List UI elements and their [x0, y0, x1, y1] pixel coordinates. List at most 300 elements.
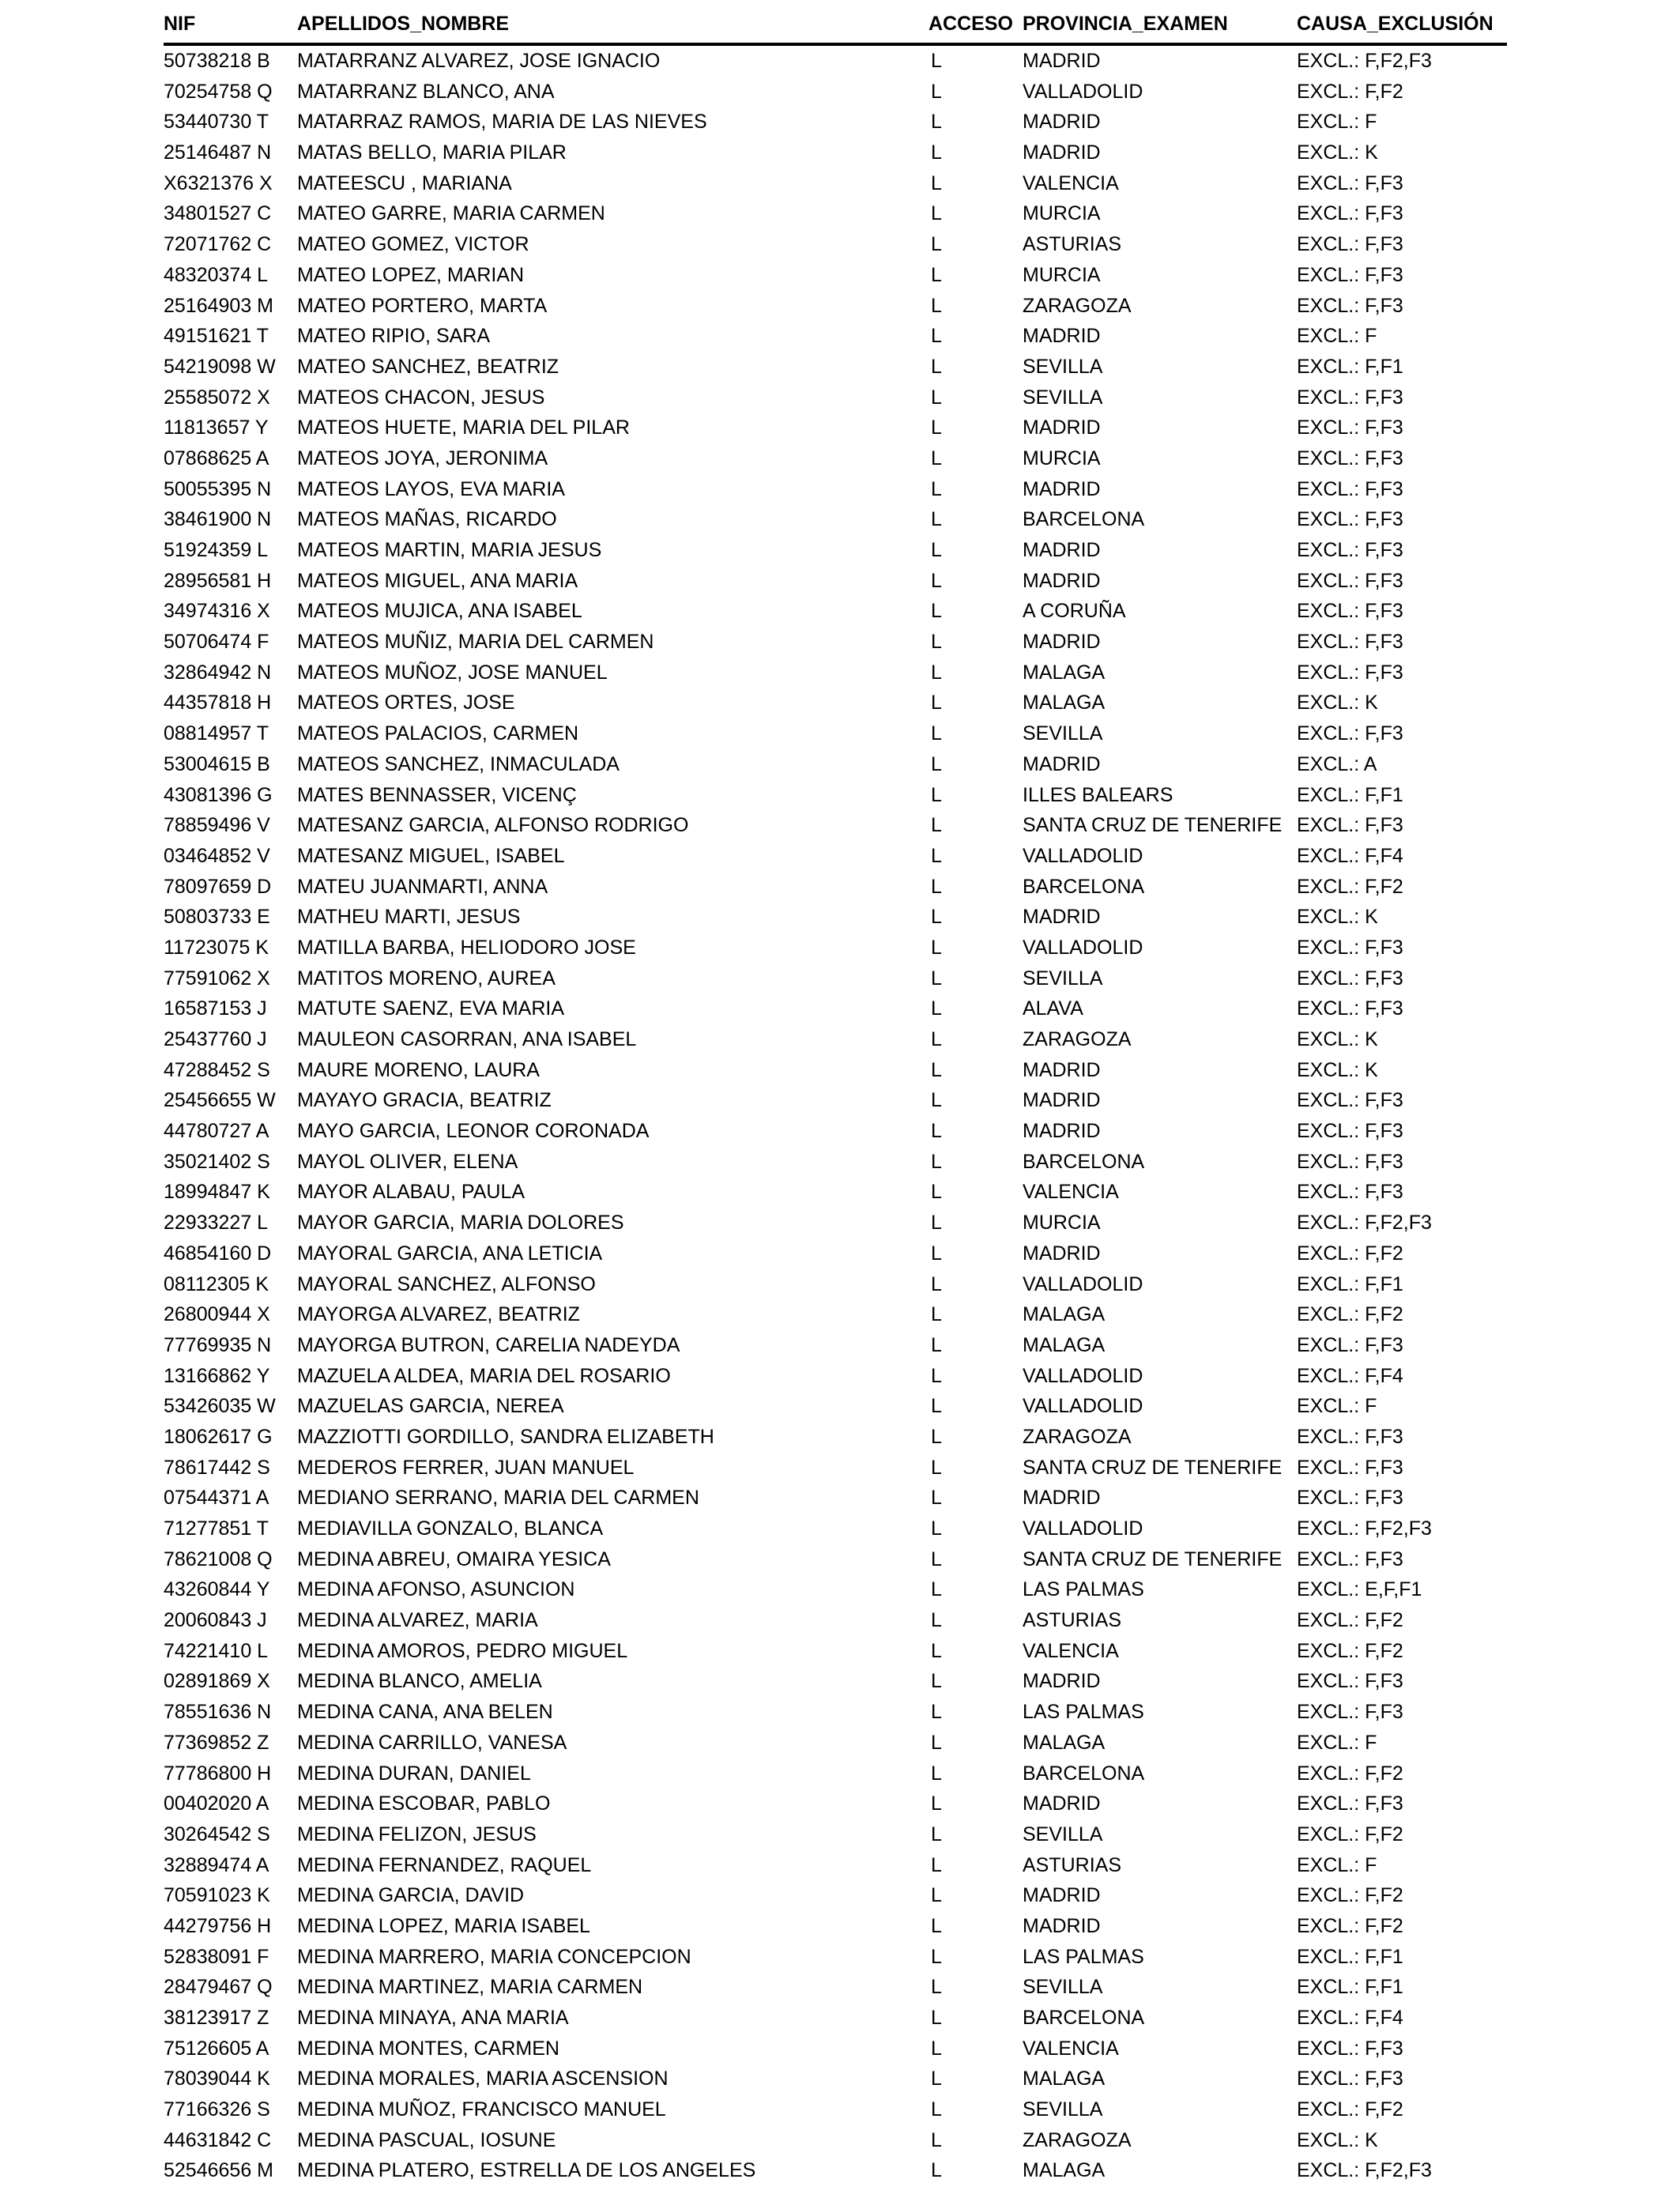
province-cell: MADRID — [1023, 111, 1101, 134]
cause-cell: EXCL.: F — [1297, 1853, 1377, 1876]
cause-cell: EXCL.: E,F,F1 — [1297, 1578, 1422, 1601]
cause-cell: EXCL.: F,F3 — [1297, 1333, 1403, 1356]
table-row — [164, 198, 1507, 229]
name-cell: MATESANZ MIGUEL, ISABEL — [297, 844, 565, 867]
province-cell: ASTURIAS — [1023, 233, 1122, 256]
name-cell: MATEOS HUETE, MARIA DEL PILAR — [297, 417, 630, 439]
name-cell: MEDINA GARCIA, DAVID — [297, 1884, 525, 1907]
table-row — [164, 413, 1507, 443]
name-cell: MATITOS MORENO, AUREA — [297, 967, 556, 990]
province-cell: VALENCIA — [1023, 1639, 1119, 1662]
name-cell: MEDINA MONTES, CARMEN — [297, 2037, 559, 2060]
province-cell: BARCELONA — [1023, 1762, 1145, 1785]
province-cell: SANTA CRUZ DE TENERIFE — [1023, 1547, 1283, 1570]
province-cell: SEVILLA — [1023, 386, 1103, 409]
name-cell: MAYAYO GRACIA, BEATRIZ — [297, 1089, 552, 1112]
name-cell: MATEO GOMEZ, VICTOR — [297, 233, 529, 256]
province-cell: SEVILLA — [1023, 1976, 1103, 1999]
name-cell: MATHEU MARTI, JESUS — [297, 906, 521, 929]
name-cell: MATARRANZ ALVAREZ, JOSE IGNACIO — [297, 50, 661, 72]
name-cell: MEDINA PLATERO, ESTRELLA DE LOS ANGELES — [297, 2159, 756, 2182]
access-cell: L — [931, 1976, 942, 1999]
name-cell: MAYO GARCIA, LEONOR CORONADA — [297, 1120, 650, 1143]
access-cell: L — [931, 906, 942, 929]
table-row — [164, 1147, 1507, 1178]
nif-cell: 28956581 H — [164, 569, 272, 592]
province-cell: MADRID — [1023, 569, 1101, 592]
nif-cell: 18994847 K — [164, 1181, 270, 1204]
cause-cell: EXCL.: F,F3 — [1297, 600, 1403, 623]
access-cell: L — [931, 1181, 942, 1204]
province-cell: ZARAGOZA — [1023, 294, 1132, 317]
cause-cell: EXCL.: F,F2,F3 — [1297, 1212, 1432, 1235]
cause-cell: EXCL.: F,F1 — [1297, 783, 1403, 806]
cause-cell: EXCL.: F,F4 — [1297, 1364, 1403, 1387]
cause-cell: EXCL.: F,F2 — [1297, 1609, 1403, 1632]
cause-cell: EXCL.: F — [1297, 1731, 1377, 1754]
province-cell: VALLADOLID — [1023, 1517, 1143, 1540]
name-cell: MATEOS LAYOS, EVA MARIA — [297, 477, 565, 500]
table-row — [164, 1759, 1507, 1789]
access-cell: L — [931, 752, 942, 775]
access-cell: L — [931, 80, 942, 103]
table-row — [164, 383, 1507, 413]
access-cell: L — [931, 1731, 942, 1754]
table-row — [164, 1422, 1507, 1453]
name-cell: MATEO LOPEZ, MARIAN — [297, 263, 525, 286]
province-cell: BARCELONA — [1023, 1150, 1145, 1173]
access-cell: L — [931, 1212, 942, 1235]
province-cell: MADRID — [1023, 417, 1101, 439]
name-cell: MAYOL OLIVER, ELENA — [297, 1150, 518, 1173]
name-cell: MAULEON CASORRAN, ANA ISABEL — [297, 1028, 637, 1050]
access-cell: L — [931, 1364, 942, 1387]
access-cell: L — [931, 1547, 942, 1570]
access-cell: L — [931, 2068, 942, 2090]
header-access: ACCESO — [929, 13, 1013, 35]
cause-cell: EXCL.: F,F3 — [1297, 263, 1403, 286]
table-row — [164, 1299, 1507, 1330]
name-cell: MAYORAL GARCIA, ANA LETICIA — [297, 1242, 603, 1265]
nif-cell: 28479467 Q — [164, 1976, 273, 1999]
access-cell: L — [931, 202, 942, 225]
table-row — [164, 1880, 1507, 1911]
nif-cell: 13166862 Y — [164, 1364, 270, 1387]
name-cell: MEDINA AMOROS, PEDRO MIGUEL — [297, 1639, 628, 1662]
cause-cell: EXCL.: F,F2,F3 — [1297, 50, 1432, 72]
table-row — [164, 1942, 1507, 1973]
province-cell: VALENCIA — [1023, 1181, 1119, 1204]
table-row — [164, 2003, 1507, 2034]
nif-cell: 70591023 K — [164, 1884, 270, 1907]
province-cell: MALAGA — [1023, 1303, 1106, 1326]
province-cell: MALAGA — [1023, 692, 1106, 714]
province-cell: MADRID — [1023, 1884, 1101, 1907]
cause-cell: EXCL.: F,F3 — [1297, 1425, 1403, 1448]
nif-cell: 11723075 K — [164, 936, 269, 959]
table-row — [164, 749, 1507, 780]
access-cell: L — [931, 2007, 942, 2029]
province-cell: SEVILLA — [1023, 1823, 1103, 1845]
nif-cell: 77369852 Z — [164, 1731, 269, 1754]
access-cell: L — [931, 172, 942, 194]
province-cell: MADRID — [1023, 1242, 1101, 1265]
cause-cell: EXCL.: F,F3 — [1297, 233, 1403, 256]
nif-cell: 11813657 Y — [164, 417, 269, 439]
cause-cell: EXCL.: K — [1297, 141, 1378, 164]
cause-cell: EXCL.: F,F2 — [1297, 1303, 1403, 1326]
province-cell: MURCIA — [1023, 202, 1101, 225]
access-cell: L — [931, 1945, 942, 1968]
nif-cell: 75126605 A — [164, 2037, 269, 2060]
province-cell: ZARAGOZA — [1023, 1425, 1132, 1448]
table-row — [164, 1574, 1507, 1605]
province-cell: VALENCIA — [1023, 172, 1119, 194]
table-row — [164, 2125, 1507, 2156]
province-cell: MURCIA — [1023, 263, 1101, 286]
table-row — [164, 596, 1507, 627]
cause-cell: EXCL.: F,F3 — [1297, 1150, 1403, 1173]
nif-cell: 25456655 W — [164, 1089, 276, 1112]
nif-cell: 52546656 M — [164, 2159, 274, 2182]
nif-cell: 43260844 Y — [164, 1578, 270, 1601]
cause-cell: EXCL.: F,F2,F3 — [1297, 2159, 1432, 2182]
nif-cell: 08814957 T — [164, 722, 269, 745]
cause-cell: EXCL.: F,F3 — [1297, 967, 1403, 990]
table-row — [164, 1514, 1507, 1544]
table-row — [164, 627, 1507, 658]
access-cell: L — [931, 233, 942, 256]
cause-cell: EXCL.: K — [1297, 906, 1378, 929]
access-cell: L — [931, 1120, 942, 1143]
nif-cell: 72071762 C — [164, 233, 272, 256]
nif-cell: 44357818 H — [164, 692, 272, 714]
cause-cell: EXCL.: F,F3 — [1297, 661, 1403, 684]
province-cell: MURCIA — [1023, 1212, 1101, 1235]
access-cell: L — [931, 631, 942, 654]
nif-cell: 53440730 T — [164, 111, 269, 134]
cause-cell: EXCL.: F — [1297, 325, 1377, 348]
nif-cell: 43081396 G — [164, 783, 273, 806]
access-cell: L — [931, 2128, 942, 2151]
table-row — [164, 321, 1507, 352]
nif-cell: 51924359 L — [164, 539, 269, 561]
province-cell: ZARAGOZA — [1023, 1028, 1132, 1050]
access-cell: L — [931, 814, 942, 837]
name-cell: MEDINA LOPEZ, MARIA ISABEL — [297, 1914, 590, 1937]
table-body — [164, 46, 1507, 2186]
cause-cell: EXCL.: F — [1297, 1395, 1377, 1418]
access-cell: L — [931, 1150, 942, 1173]
access-cell: L — [931, 1303, 942, 1326]
access-cell: L — [931, 997, 942, 1020]
access-cell: L — [931, 355, 942, 378]
table-row — [164, 1911, 1507, 1942]
nif-cell: X6321376 X — [164, 172, 273, 194]
table-row — [164, 841, 1507, 872]
province-cell: A CORUÑA — [1023, 600, 1126, 623]
cause-cell: EXCL.: F,F2 — [1297, 80, 1403, 103]
province-cell: VALLADOLID — [1023, 936, 1143, 959]
table-row — [164, 1055, 1507, 1086]
nif-cell: 52838091 F — [164, 1945, 269, 1968]
table-row — [164, 1728, 1507, 1759]
table-row — [164, 443, 1507, 474]
province-cell: MADRID — [1023, 1914, 1101, 1937]
table-row — [164, 535, 1507, 566]
name-cell: MEDINA ABREU, OMAIRA YESICA — [297, 1547, 611, 1570]
cause-cell: EXCL.: F,F2 — [1297, 1639, 1403, 1662]
nif-cell: 38123917 Z — [164, 2007, 269, 2029]
nif-cell: 78551636 N — [164, 1701, 272, 1724]
table-row — [164, 107, 1507, 138]
access-cell: L — [931, 569, 942, 592]
cause-cell: EXCL.: K — [1297, 1028, 1378, 1050]
table-row — [164, 1361, 1507, 1392]
name-cell: MEDINA CANA, ANA BELEN — [297, 1701, 553, 1724]
access-cell: L — [931, 386, 942, 409]
table-row — [164, 1024, 1507, 1055]
access-cell: L — [931, 447, 942, 469]
access-cell: L — [931, 1578, 942, 1601]
name-cell: MEDEROS FERRER, JUAN MANUEL — [297, 1456, 635, 1479]
table-row — [164, 902, 1507, 933]
name-cell: MATILLA BARBA, HELIODORO JOSE — [297, 936, 636, 959]
table-row — [164, 1085, 1507, 1116]
cause-cell: EXCL.: F,F1 — [1297, 1976, 1403, 1999]
name-cell: MEDIAVILLA GONZALO, BLANCA — [297, 1517, 604, 1540]
cause-cell: EXCL.: F,F2 — [1297, 1242, 1403, 1265]
access-cell: L — [931, 417, 942, 439]
access-cell: L — [931, 50, 942, 72]
header-nif: NIF — [164, 13, 196, 35]
access-cell: L — [931, 1333, 942, 1356]
name-cell: MATEOS ORTES, JOSE — [297, 692, 515, 714]
access-cell: L — [931, 539, 942, 561]
access-cell: L — [931, 1823, 942, 1845]
cause-cell: EXCL.: F,F3 — [1297, 569, 1403, 592]
nif-cell: 25437760 J — [164, 1028, 267, 1050]
table-row — [164, 1391, 1507, 1422]
nif-cell: 50803733 E — [164, 906, 270, 929]
nif-cell: 08112305 K — [164, 1272, 269, 1295]
nif-cell: 16587153 J — [164, 997, 267, 1020]
name-cell: MATES BENNASSER, VICENÇ — [297, 783, 577, 806]
access-cell: L — [931, 1609, 942, 1632]
name-cell: MAYOR ALABAU, PAULA — [297, 1181, 525, 1204]
province-cell: MADRID — [1023, 1793, 1101, 1815]
access-cell: L — [931, 1670, 942, 1693]
table-row — [164, 1453, 1507, 1483]
province-cell: MADRID — [1023, 1120, 1101, 1143]
province-cell: ASTURIAS — [1023, 1853, 1122, 1876]
table-row — [164, 1697, 1507, 1728]
cause-cell: EXCL.: F,F2 — [1297, 1914, 1403, 1937]
name-cell: MEDINA DURAN, DANIEL — [297, 1762, 531, 1785]
nif-cell: 07544371 A — [164, 1487, 269, 1510]
province-cell: BARCELONA — [1023, 2007, 1145, 2029]
table-row — [164, 2094, 1507, 2125]
name-cell: MEDINA ALVAREZ, MARIA — [297, 1609, 538, 1632]
name-cell: MATEOS MUJICA, ANA ISABEL — [297, 600, 582, 623]
table-row — [164, 1972, 1507, 2003]
access-cell: L — [931, 294, 942, 317]
cause-cell: EXCL.: F,F2 — [1297, 1762, 1403, 1785]
province-cell: MALAGA — [1023, 2068, 1106, 2090]
nif-cell: 54219098 W — [164, 355, 276, 378]
table-header — [164, 11, 1507, 46]
cause-cell: EXCL.: F,F2 — [1297, 1823, 1403, 1845]
nif-cell: 77786800 H — [164, 1762, 272, 1785]
nif-cell: 70254758 Q — [164, 80, 273, 103]
province-cell: SANTA CRUZ DE TENERIFE — [1023, 1456, 1283, 1479]
nif-cell: 35021402 S — [164, 1150, 270, 1173]
nif-cell: 25146487 N — [164, 141, 272, 164]
cause-cell: EXCL.: F,F3 — [1297, 1547, 1403, 1570]
nif-cell: 20060843 J — [164, 1609, 267, 1632]
province-cell: MALAGA — [1023, 1731, 1106, 1754]
province-cell: SEVILLA — [1023, 2098, 1103, 2121]
province-cell: MALAGA — [1023, 1333, 1106, 1356]
access-cell: L — [931, 1517, 942, 1540]
table-row — [164, 2064, 1507, 2094]
nif-cell: 38461900 N — [164, 508, 272, 531]
table-row — [164, 963, 1507, 994]
province-cell: VALENCIA — [1023, 2037, 1119, 2060]
access-cell: L — [931, 1028, 942, 1050]
nif-cell: 07868625 A — [164, 447, 269, 469]
name-cell: MATEOS MUÑOZ, JOSE MANUEL — [297, 661, 608, 684]
province-cell: ASTURIAS — [1023, 1609, 1122, 1632]
name-cell: MAURE MORENO, LAURA — [297, 1058, 540, 1081]
access-cell: L — [931, 600, 942, 623]
nif-cell: 44780727 A — [164, 1120, 269, 1143]
exclusion-list — [164, 11, 1507, 2186]
table-row — [164, 1177, 1507, 1208]
cause-cell: EXCL.: F,F3 — [1297, 1793, 1403, 1815]
name-cell: MATAS BELLO, MARIA PILAR — [297, 141, 567, 164]
name-cell: MAYORGA BUTRON, CARELIA NADEYDA — [297, 1333, 680, 1356]
table-row — [164, 872, 1507, 903]
header-province: PROVINCIA_EXAMEN — [1023, 13, 1228, 35]
name-cell: MATEESCU , MARIANA — [297, 172, 512, 194]
cause-cell: EXCL.: K — [1297, 1058, 1378, 1081]
cause-cell: EXCL.: F,F3 — [1297, 1456, 1403, 1479]
access-cell: L — [931, 783, 942, 806]
table-row — [164, 1636, 1507, 1667]
cause-cell: EXCL.: F,F3 — [1297, 508, 1403, 531]
cause-cell: EXCL.: F,F3 — [1297, 202, 1403, 225]
access-cell: L — [931, 2159, 942, 2182]
nif-cell: 53004615 B — [164, 752, 270, 775]
table-row — [164, 2034, 1507, 2064]
name-cell: MEDINA MARTINEZ, MARIA CARMEN — [297, 1976, 643, 1999]
nif-cell: 02891869 X — [164, 1670, 270, 1693]
access-cell: L — [931, 722, 942, 745]
access-cell: L — [931, 1884, 942, 1907]
nif-cell: 50706474 F — [164, 631, 269, 654]
name-cell: MAYOR GARCIA, MARIA DOLORES — [297, 1212, 624, 1235]
nif-cell: 32864942 N — [164, 661, 272, 684]
province-cell: BARCELONA — [1023, 875, 1145, 898]
access-cell: L — [931, 1639, 942, 1662]
access-cell: L — [931, 477, 942, 500]
access-cell: L — [931, 508, 942, 531]
table-row — [164, 77, 1507, 107]
nif-cell: 71277851 T — [164, 1517, 269, 1540]
nif-cell: 78859496 V — [164, 814, 270, 837]
province-cell: BARCELONA — [1023, 508, 1145, 531]
province-cell: MADRID — [1023, 906, 1101, 929]
cause-cell: EXCL.: F,F3 — [1297, 997, 1403, 1020]
cause-cell: EXCL.: F,F1 — [1297, 1272, 1403, 1295]
cause-cell: EXCL.: F,F3 — [1297, 631, 1403, 654]
access-cell: L — [931, 1058, 942, 1081]
nif-cell: 44279756 H — [164, 1914, 272, 1937]
name-cell: MEDINA FERNANDEZ, RAQUEL — [297, 1853, 592, 1876]
province-cell: MADRID — [1023, 1058, 1101, 1081]
name-cell: MATEOS SANCHEZ, INMACULADA — [297, 752, 620, 775]
access-cell: L — [931, 1853, 942, 1876]
name-cell: MATEU JUANMARTI, ANNA — [297, 875, 548, 898]
cause-cell: EXCL.: F,F3 — [1297, 172, 1403, 194]
name-cell: MAZUELA ALDEA, MARIA DEL ROSARIO — [297, 1364, 671, 1387]
name-cell: MATEOS MARTIN, MARIA JESUS — [297, 539, 602, 561]
nif-cell: 49151621 T — [164, 325, 269, 348]
province-cell: SEVILLA — [1023, 355, 1103, 378]
name-cell: MAZUELAS GARCIA, NEREA — [297, 1395, 564, 1418]
name-cell: MEDINA MARRERO, MARIA CONCEPCION — [297, 1945, 691, 1968]
province-cell: MADRID — [1023, 1089, 1101, 1112]
nif-cell: 18062617 G — [164, 1425, 273, 1448]
access-cell: L — [931, 325, 942, 348]
cause-cell: EXCL.: F,F2 — [1297, 2098, 1403, 2121]
province-cell: SANTA CRUZ DE TENERIFE — [1023, 814, 1283, 837]
province-cell: MADRID — [1023, 477, 1101, 500]
table-row — [164, 810, 1507, 841]
table-row — [164, 352, 1507, 383]
access-cell: L — [931, 2037, 942, 2060]
cause-cell: EXCL.: F,F3 — [1297, 2037, 1403, 2060]
cause-cell: EXCL.: F,F1 — [1297, 355, 1403, 378]
cause-cell: EXCL.: F,F2,F3 — [1297, 1517, 1432, 1540]
province-cell: SEVILLA — [1023, 967, 1103, 990]
access-cell: L — [931, 1487, 942, 1510]
cause-cell: EXCL.: K — [1297, 2128, 1378, 2151]
cause-cell: EXCL.: A — [1297, 752, 1377, 775]
access-cell: L — [931, 2098, 942, 2121]
table-row — [164, 1666, 1507, 1697]
cause-cell: EXCL.: F,F3 — [1297, 447, 1403, 469]
province-cell: MADRID — [1023, 539, 1101, 561]
name-cell: MEDINA CARRILLO, VANESA — [297, 1731, 567, 1754]
table-row — [164, 1605, 1507, 1636]
cause-cell: EXCL.: F,F3 — [1297, 722, 1403, 745]
table-row — [164, 1789, 1507, 1819]
access-cell: L — [931, 1762, 942, 1785]
province-cell: MADRID — [1023, 1670, 1101, 1693]
name-cell: MEDINA ESCOBAR, PABLO — [297, 1793, 551, 1815]
table-row — [164, 1819, 1507, 1850]
table-row — [164, 1269, 1507, 1300]
table-row — [164, 474, 1507, 505]
access-cell: L — [931, 1701, 942, 1724]
cause-cell: EXCL.: F — [1297, 111, 1377, 134]
access-cell: L — [931, 1395, 942, 1418]
table-row — [164, 46, 1507, 77]
cause-cell: EXCL.: F,F3 — [1297, 477, 1403, 500]
province-cell: VALLADOLID — [1023, 1364, 1143, 1387]
